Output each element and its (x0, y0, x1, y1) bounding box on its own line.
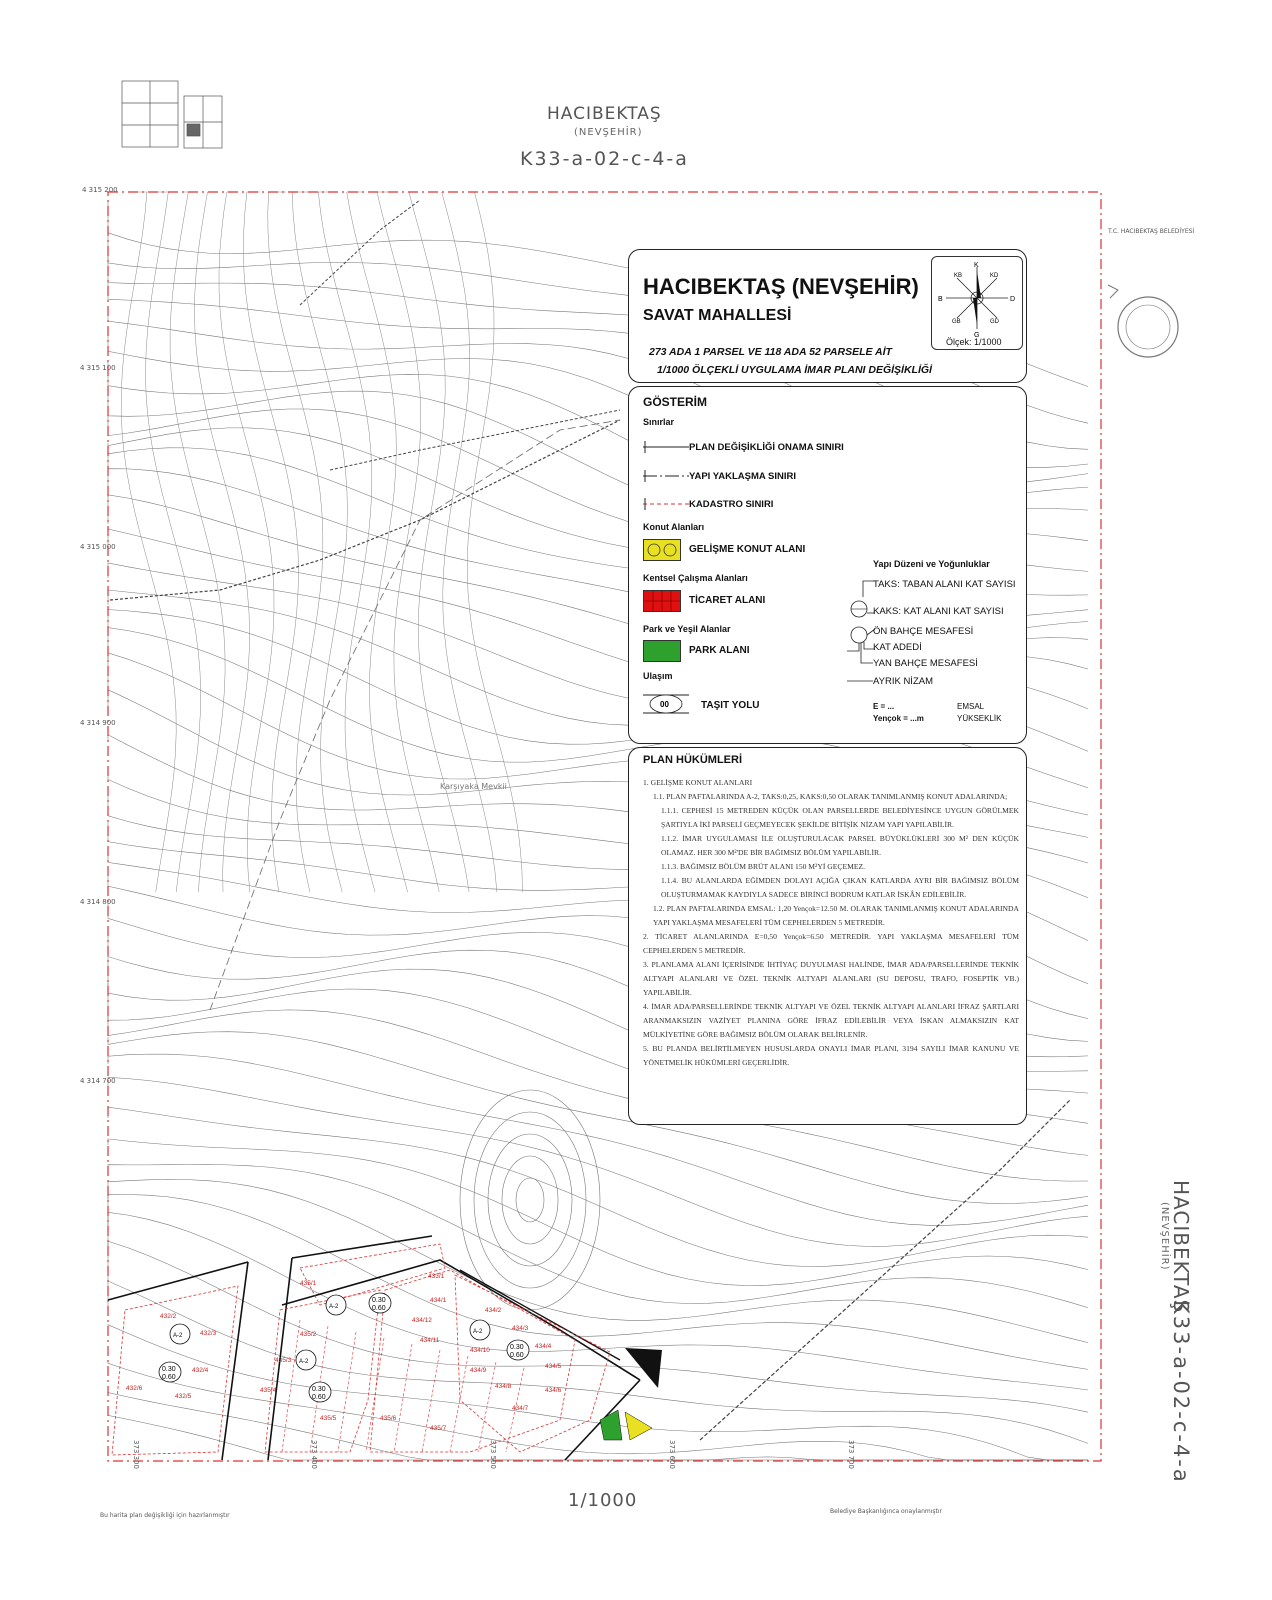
coord-bottom-4: 373 600 (668, 1440, 676, 1469)
coord-bottom-5: 373 700 (847, 1440, 855, 1469)
contour-line (108, 1361, 1088, 1460)
note-right: Belediye Başkanlığınca onaylanmıştır (830, 1508, 943, 1515)
contour-line (108, 1139, 1088, 1286)
zone-code: A-2 (299, 1359, 309, 1365)
sheet-town: HACIBEKTAŞ (547, 104, 662, 124)
parcel-label: 434/9 (470, 1367, 487, 1374)
density-heading: Yapı Düzeni ve Yoğunluklar (873, 559, 990, 569)
sheet-province-vertical: (NEVŞEHİR) (1159, 1202, 1170, 1271)
road-edge (108, 1262, 248, 1300)
commercial-label: TİCARET ALANI (689, 595, 766, 606)
rule-item: 1.1.3. BAĞIMSIZ BÖLÜM BRÜT ALANI 150 M²Yİ GEÇEMEZ. (661, 862, 866, 871)
legend-heading: GÖSTERİM (643, 395, 708, 409)
compass-nw: KB (954, 273, 963, 279)
contour-line (108, 1281, 1088, 1443)
zone-code: A-2 (173, 1333, 183, 1339)
rule-item: 4. İMAR ADA/PARSELLERİNDE TEKNİK ALTYAPI VE ÖZEL TEKNİK ALTYAPI ALANLARI İFRAZ ŞARTLARI ARANMAKSIZIN VAZİYET PLANINA GÖRE İFRAZ EDİLEBİLİR VEYA İSKAN ALMAKSIZIN KAT MÜLKİYETİNE GÖRE BAĞIMSIZ BÖLÜM OLARAK BELİRLENİR. (643, 1002, 1019, 1039)
commercial-heading: Kentsel Çalışma Alanları (643, 573, 748, 583)
taks-value: 0.30 (312, 1386, 326, 1393)
parcel-block (455, 1275, 610, 1452)
park-label: PARK ALANI (689, 645, 750, 656)
compass-sw: GB (952, 319, 961, 325)
kaks-label: KAKS: KAT ALANI KAT SAYISI (873, 606, 1004, 617)
sheet-town-vertical: HACIBEKTAŞ (1169, 1180, 1193, 1314)
front-setback-label: ÖN BAHÇE MESAFESİ (873, 626, 974, 637)
neighborhood-name: SAVAT MAHALLESİ (643, 307, 792, 324)
road-width: 00 (660, 700, 669, 709)
contour-line (121, 192, 176, 892)
parcel-label: 433/1 (428, 1273, 445, 1280)
contour-line (170, 192, 225, 892)
contour-line (347, 192, 408, 892)
road-edge (292, 1236, 432, 1258)
parcel-label: 434/12 (412, 1317, 432, 1324)
taks-value: 0.30 (372, 1297, 386, 1304)
sheet-code-vertical: K33-a-02-c-4-a (1169, 1300, 1193, 1484)
contour-line (146, 192, 201, 892)
parcel-label: 434/7 (512, 1405, 529, 1412)
parcel-label: 434/11 (420, 1337, 440, 1344)
parcel-label: 435/1 (300, 1280, 317, 1287)
zone-code: A-2 (329, 1304, 339, 1310)
kaks-value: 0.60 (162, 1374, 176, 1381)
housing-area (625, 1412, 652, 1440)
compass-rose-icon (932, 257, 1022, 337)
kaks-value: 0.60 (312, 1394, 326, 1401)
compass-ne: KD (990, 273, 999, 279)
coord-bottom-3: 373 500 (489, 1440, 497, 1469)
parcel-label: 434/8 (495, 1383, 512, 1390)
boundary-plan-change: PLAN DEĞİŞİKLİĞİ ONAMA SINIRI (689, 442, 844, 453)
rule-item: 1.1.4. BU ALANLARDA EĞİMDEN DOLAYI AÇIĞA ÇIKAN KATLARDA AYRI BİR BAĞIMSIZ BÖLÜM OLUŞTURMAMAK KAYDIYLA SADECE BİRİNCİ BODRUM KATLAR İSKÂN EDİLEBİLİR. (661, 876, 1019, 899)
scale-label: Ölçek: 1/1000 (946, 337, 1002, 347)
contour-line (108, 1195, 1088, 1370)
sheet-code: K33-a-02-c-4-a (520, 148, 689, 170)
parcel-label: 432/2 (160, 1313, 177, 1320)
parcel-label: 435/6 (380, 1415, 397, 1422)
hill-contour (460, 1090, 600, 1310)
rule-item: 5. BU PLANDA BELİRTİLMEYEN HUSUSLARDA ONAYLI İMAR PLANI, 3194 SAYILI İMAR KANUNU VE YÖNETMELİK HÜKÜMLERİ GEÇERLİDİR. (643, 1044, 1019, 1067)
plan-title: HACIBEKTAŞ (NEVŞEHİR) (643, 274, 919, 299)
plan-rules-heading: PLAN HÜKÜMLERİ (643, 754, 742, 766)
emsal-label: EMSAL (957, 702, 985, 711)
trail-path (330, 410, 620, 470)
coord-top-left: 4 315 200 (82, 186, 118, 194)
transport-heading: Ulaşım (643, 671, 673, 681)
rule-item: 1. GELİŞME KONUT ALANLARI (643, 778, 753, 787)
compass-e: D (1010, 296, 1016, 303)
boundaries-heading: Sınırlar (643, 417, 675, 427)
compass-se: GD (990, 319, 999, 325)
parcel-divider (282, 1320, 300, 1452)
taks-label: TAKS: TABAN ALANI KAT SAYISI (873, 579, 1016, 590)
rule-item: 1.1.2. İMAR UYGULAMASI İLE OLUŞTURULACAK PARSEL BÜYÜKLÜKLERİ 300 M² DEN KÜÇÜK OLAMAZ. HER 300 M²'DE BİR BAĞIMSIZ BÖLÜM YAPILABİLİR. (661, 834, 1019, 857)
boundary-symbols (641, 435, 691, 510)
rule-item: 3. PLANLAMA ALANI İÇERİSİNDE İHTİYAÇ DUYULMASI HALİNDE, İMAR ADA/PARSELLERİNDE TEKNİK ALTYAPI ALANLARI VE ÖZEL TEKNİK ALTYAPI ALANLARI (SU DEPOSU, TRAFO, FOSEPTİK VB.) YAPILABİLİR. (643, 960, 1019, 997)
parcel-label: 434/5 (545, 1363, 562, 1370)
trail-path (110, 420, 620, 600)
coord-left-5: 4 314 700 (80, 1077, 116, 1085)
road-label: TAŞIT YOLU (701, 700, 760, 711)
boundary-line (210, 420, 620, 1010)
contour-line (194, 192, 249, 892)
parcel-label: 435/3 (275, 1357, 292, 1364)
plan-rules-list (643, 776, 1019, 1070)
parcel-label: 434/3 (512, 1325, 529, 1332)
parcel-label: 432/4 (192, 1367, 209, 1374)
hill-contour (502, 1156, 558, 1244)
parcel-label: 434/10 (470, 1347, 490, 1354)
housing-swatch (643, 539, 681, 561)
parcel-label: 434/4 (535, 1343, 552, 1350)
rule-item: 1.2. PLAN PAFTALARINDA EMSAL: 1,20 Yençok=12.50 M. OLARAK TANIMLANMIŞ KONUT ADALARINDA YAPI YAKLAŞMA MESAFELERİ TÜM CEPHELERDEN 5 METREDİR. (653, 904, 1019, 927)
compass-w: B (938, 296, 943, 303)
sheet-province: (NEVŞEHİR) (574, 127, 643, 138)
contour-line (108, 1165, 1088, 1308)
parcel-label: 434/1 (430, 1297, 447, 1304)
title-block (628, 249, 1027, 383)
taks-value: 0.30 (510, 1344, 524, 1351)
north-arrow-marker (625, 1348, 662, 1388)
coord-left-3: 4 314 900 (80, 719, 116, 727)
parcel-label: 432/6 (126, 1385, 143, 1392)
emsal-formula: E = ... (873, 702, 895, 711)
taks-value: 0.30 (162, 1366, 176, 1373)
park-area (600, 1410, 622, 1440)
parcel-label: 434/6 (545, 1387, 562, 1394)
sheet-index-grid (122, 81, 222, 148)
place-label: Karşıyaka Mevkii (440, 782, 507, 791)
hill-contour (488, 1134, 572, 1266)
parcel-block (370, 1270, 575, 1452)
road-symbol (641, 689, 691, 719)
kaks-value: 0.60 (510, 1352, 524, 1359)
rule-item: 1.1. PLAN PAFTALARINDA A-2, TAKS:0,25, KAKS:0,50 OLARAK TANIMLANMIŞ KONUT ADALARINDA; (653, 792, 1008, 801)
park-swatch (643, 640, 681, 662)
rule-item: 2. TİCARET ALANLARINDA E=0,50 Yençok=6.50 METREDİR. YAPI YAKLAŞMA MESAFELERİ TÜM CEPHELERDEN 5 METREDİR. (643, 932, 1019, 955)
coord-bottom-2: 373 400 (310, 1440, 318, 1469)
plan-boundary-lines (210, 420, 620, 1010)
parcel-label: 435/2 (300, 1331, 317, 1338)
coord-left-2: 4 315 000 (80, 543, 116, 551)
parcel-label: 434/2 (485, 1307, 502, 1314)
compass-s: G (974, 332, 980, 337)
parcel-divider (338, 1332, 356, 1452)
sheet-scale: 1/1000 (568, 1490, 638, 1511)
municipal-stamp (1108, 285, 1178, 357)
plan-subject-line2: 1/1000 ÖLÇEKLİ UYGULAMA İMAR PLANI DEĞİŞİKLİĞİ (657, 364, 932, 376)
contour-line (243, 192, 298, 892)
contour-line (108, 1415, 1088, 1460)
parcel-label: 435/7 (430, 1425, 447, 1432)
contour-line (108, 1212, 1088, 1390)
boundary-setback: YAPI YAKLAŞMA SINIRI (689, 471, 796, 482)
zone-code: A-2 (473, 1329, 483, 1335)
yencok-formula: Yençok = ...m (873, 714, 924, 723)
commercial-swatch (643, 590, 681, 612)
side-setback-label: YAN BAHÇE MESAFESİ (873, 658, 978, 669)
rule-item: 1.1.1. CEPHESİ 15 METREDEN KÜÇÜK OLAN PARSELLERDE BELEDİYESİNCE UYGUN GÖRÜLMEK ŞARTIYLA İKİ PARSELİ GEÇMEYECEK ŞEKİLDE BİTİŞİK NİZAM YAPI YAPILABİLİR. (661, 806, 1019, 829)
note-left: Bu harita plan değişikliği için hazırlanmıştır (100, 1512, 230, 1519)
hill-contour (516, 1178, 544, 1222)
plan-subject-line1: 273 ADA 1 PARSEL VE 118 ADA 52 PARSELE AİT (649, 346, 892, 358)
parcel-label: 435/4 (260, 1387, 277, 1394)
plan-rules-panel (628, 747, 1027, 1125)
parcel-label: 432/3 (200, 1330, 217, 1337)
contour-line (108, 1241, 1088, 1412)
stamp-text: T.C. HACIBEKTAŞ BELEDİYESİ (1108, 228, 1195, 235)
legend-panel (628, 386, 1027, 744)
parcel-label: 432/5 (175, 1393, 192, 1400)
floors-label: KAT ADEDİ (873, 642, 922, 653)
coord-left-1: 4 315 100 (80, 364, 116, 372)
detached-label: AYRIK NİZAM (873, 676, 933, 687)
yukseklik-label: YÜKSEKLİK (957, 714, 1002, 723)
road-edge (222, 1262, 248, 1460)
housing-label: GELİŞME KONUT ALANI (689, 544, 806, 555)
contour-line (318, 192, 375, 892)
contour-line (268, 192, 323, 892)
park-heading: Park ve Yeşil Alanlar (643, 624, 731, 634)
parcel-label: 435/5 (320, 1415, 337, 1422)
coord-left-4: 4 314 800 (80, 898, 116, 906)
compass-box (931, 256, 1023, 350)
kaks-value: 0.60 (372, 1305, 386, 1312)
housing-heading: Konut Alanları (643, 522, 705, 532)
boundary-cadastre: KADASTRO SINIRI (689, 499, 774, 510)
coord-bottom-1: 373 300 (132, 1440, 140, 1469)
contour-line (292, 192, 347, 892)
trail-path (700, 1100, 1070, 1440)
compass-n: K (974, 262, 979, 269)
